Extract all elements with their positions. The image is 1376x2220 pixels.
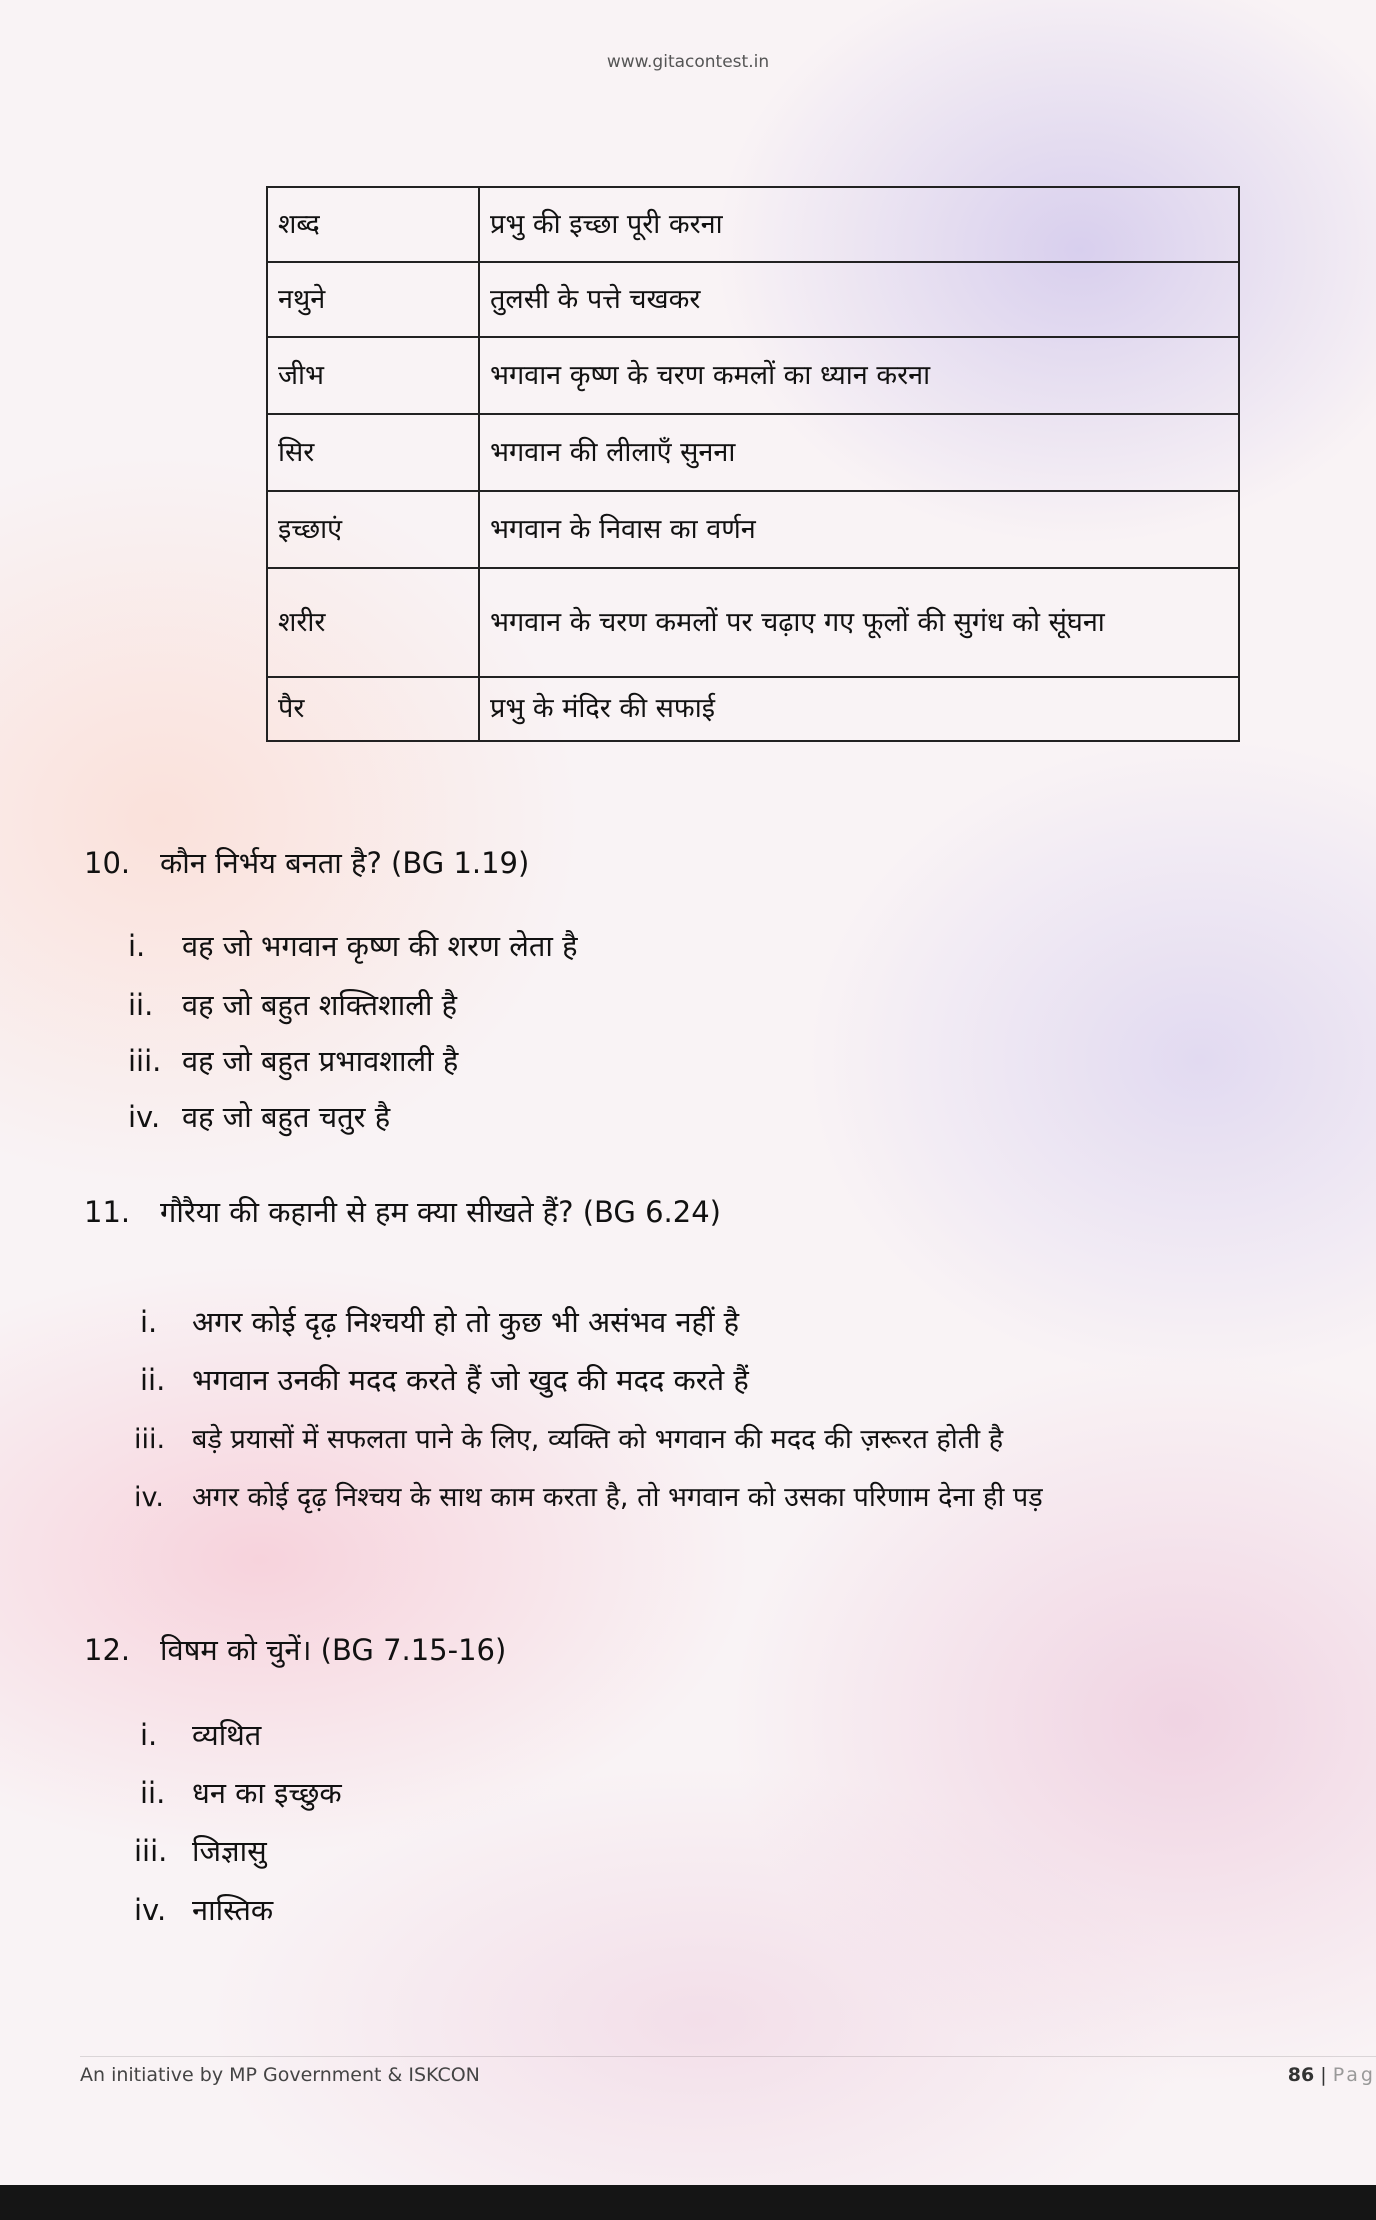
footer-divider [80, 2056, 1376, 2057]
bottom-bar [0, 2185, 1376, 2220]
table-cell: नथुने [267, 262, 479, 337]
table-cell: पैर [267, 677, 479, 741]
option: i. व्यथित [140, 1718, 262, 1752]
question-number: 12. [84, 1633, 131, 1667]
question-text: कौन निर्भय बनता है? (BG 1.19) [160, 846, 530, 880]
option: ii. धन का इच्छुक [140, 1776, 342, 1810]
table-cell: सिर [267, 414, 479, 491]
table-cell: प्रभु की इच्छा पूरी करना [479, 187, 1239, 262]
table-cell: जीभ [267, 337, 479, 414]
option: i. वह जो भगवान कृष्ण की शरण लेता है [128, 929, 578, 963]
table-cell: भगवान के निवास का वर्णन [479, 491, 1239, 568]
footer-initiative: An initiative by MP Government & ISKCON [80, 2064, 480, 2086]
table-row [267, 677, 1239, 741]
question-11 [84, 1192, 721, 1231]
question-text: विषम को चुनें। (BG 7.15-16) [160, 1633, 507, 1667]
table-cell: शरीर [267, 568, 479, 677]
page-number: 86 [1287, 2064, 1315, 2086]
table-cell: प्रभु के मंदिर की सफाई [479, 677, 1239, 741]
table-row [267, 568, 1239, 677]
table-row [267, 491, 1239, 568]
option: iv. अगर कोई दृढ़ निश्चय के साथ काम करता है, तो भगवान को उसका परिणाम देना ही पड़ [134, 1482, 1043, 1513]
option: iii. जिज्ञासु [134, 1834, 267, 1868]
option: iii. बड़े प्रयासों में सफलता पाने के लिए, व्यक्ति को भगवान की मदद की ज़रूरत होती है [134, 1424, 1004, 1455]
option: iv. नास्तिक [134, 1893, 274, 1927]
table-row [267, 337, 1239, 414]
word-table [266, 186, 1240, 742]
question-number: 10. [84, 846, 131, 880]
option: ii. वह जो बहुत शक्तिशाली है [128, 988, 458, 1022]
option: iii. वह जो बहुत प्रभावशाली है [128, 1044, 459, 1078]
header-url: www.gitacontest.in [606, 52, 770, 72]
question-10 [84, 843, 529, 882]
question-number: 11. [84, 1195, 131, 1229]
page-word: Pag [1332, 2064, 1376, 2086]
table-row [267, 262, 1239, 337]
question-12 [84, 1630, 506, 1669]
footer-page [1288, 2064, 1376, 2086]
table-row [267, 414, 1239, 491]
option: ii. भगवान उनकी मदद करते हैं जो खुद की मदद करते हैं [140, 1363, 749, 1397]
table-cell: भगवान की लीलाएँ सुनना [479, 414, 1239, 491]
option: iv. वह जो बहुत चतुर है [128, 1100, 391, 1134]
table-cell: भगवान के चरण कमलों पर चढ़ाए गए फूलों की सुगंध को सूंघना [479, 568, 1239, 677]
table-cell: शब्द [267, 187, 479, 262]
table-row [267, 187, 1239, 262]
table-cell: तुलसी के पत्ते चखकर [479, 262, 1239, 337]
page-separator: | [1320, 2064, 1327, 2086]
table-cell: इच्छाएं [267, 491, 479, 568]
table-cell: भगवान कृष्ण के चरण कमलों का ध्यान करना [479, 337, 1239, 414]
question-text: गौरैया की कहानी से हम क्या सीखते हैं? (BG 6.24) [160, 1195, 721, 1229]
option: i. अगर कोई दृढ़ निश्चयी हो तो कुछ भी असंभव नहीं है [140, 1305, 740, 1339]
